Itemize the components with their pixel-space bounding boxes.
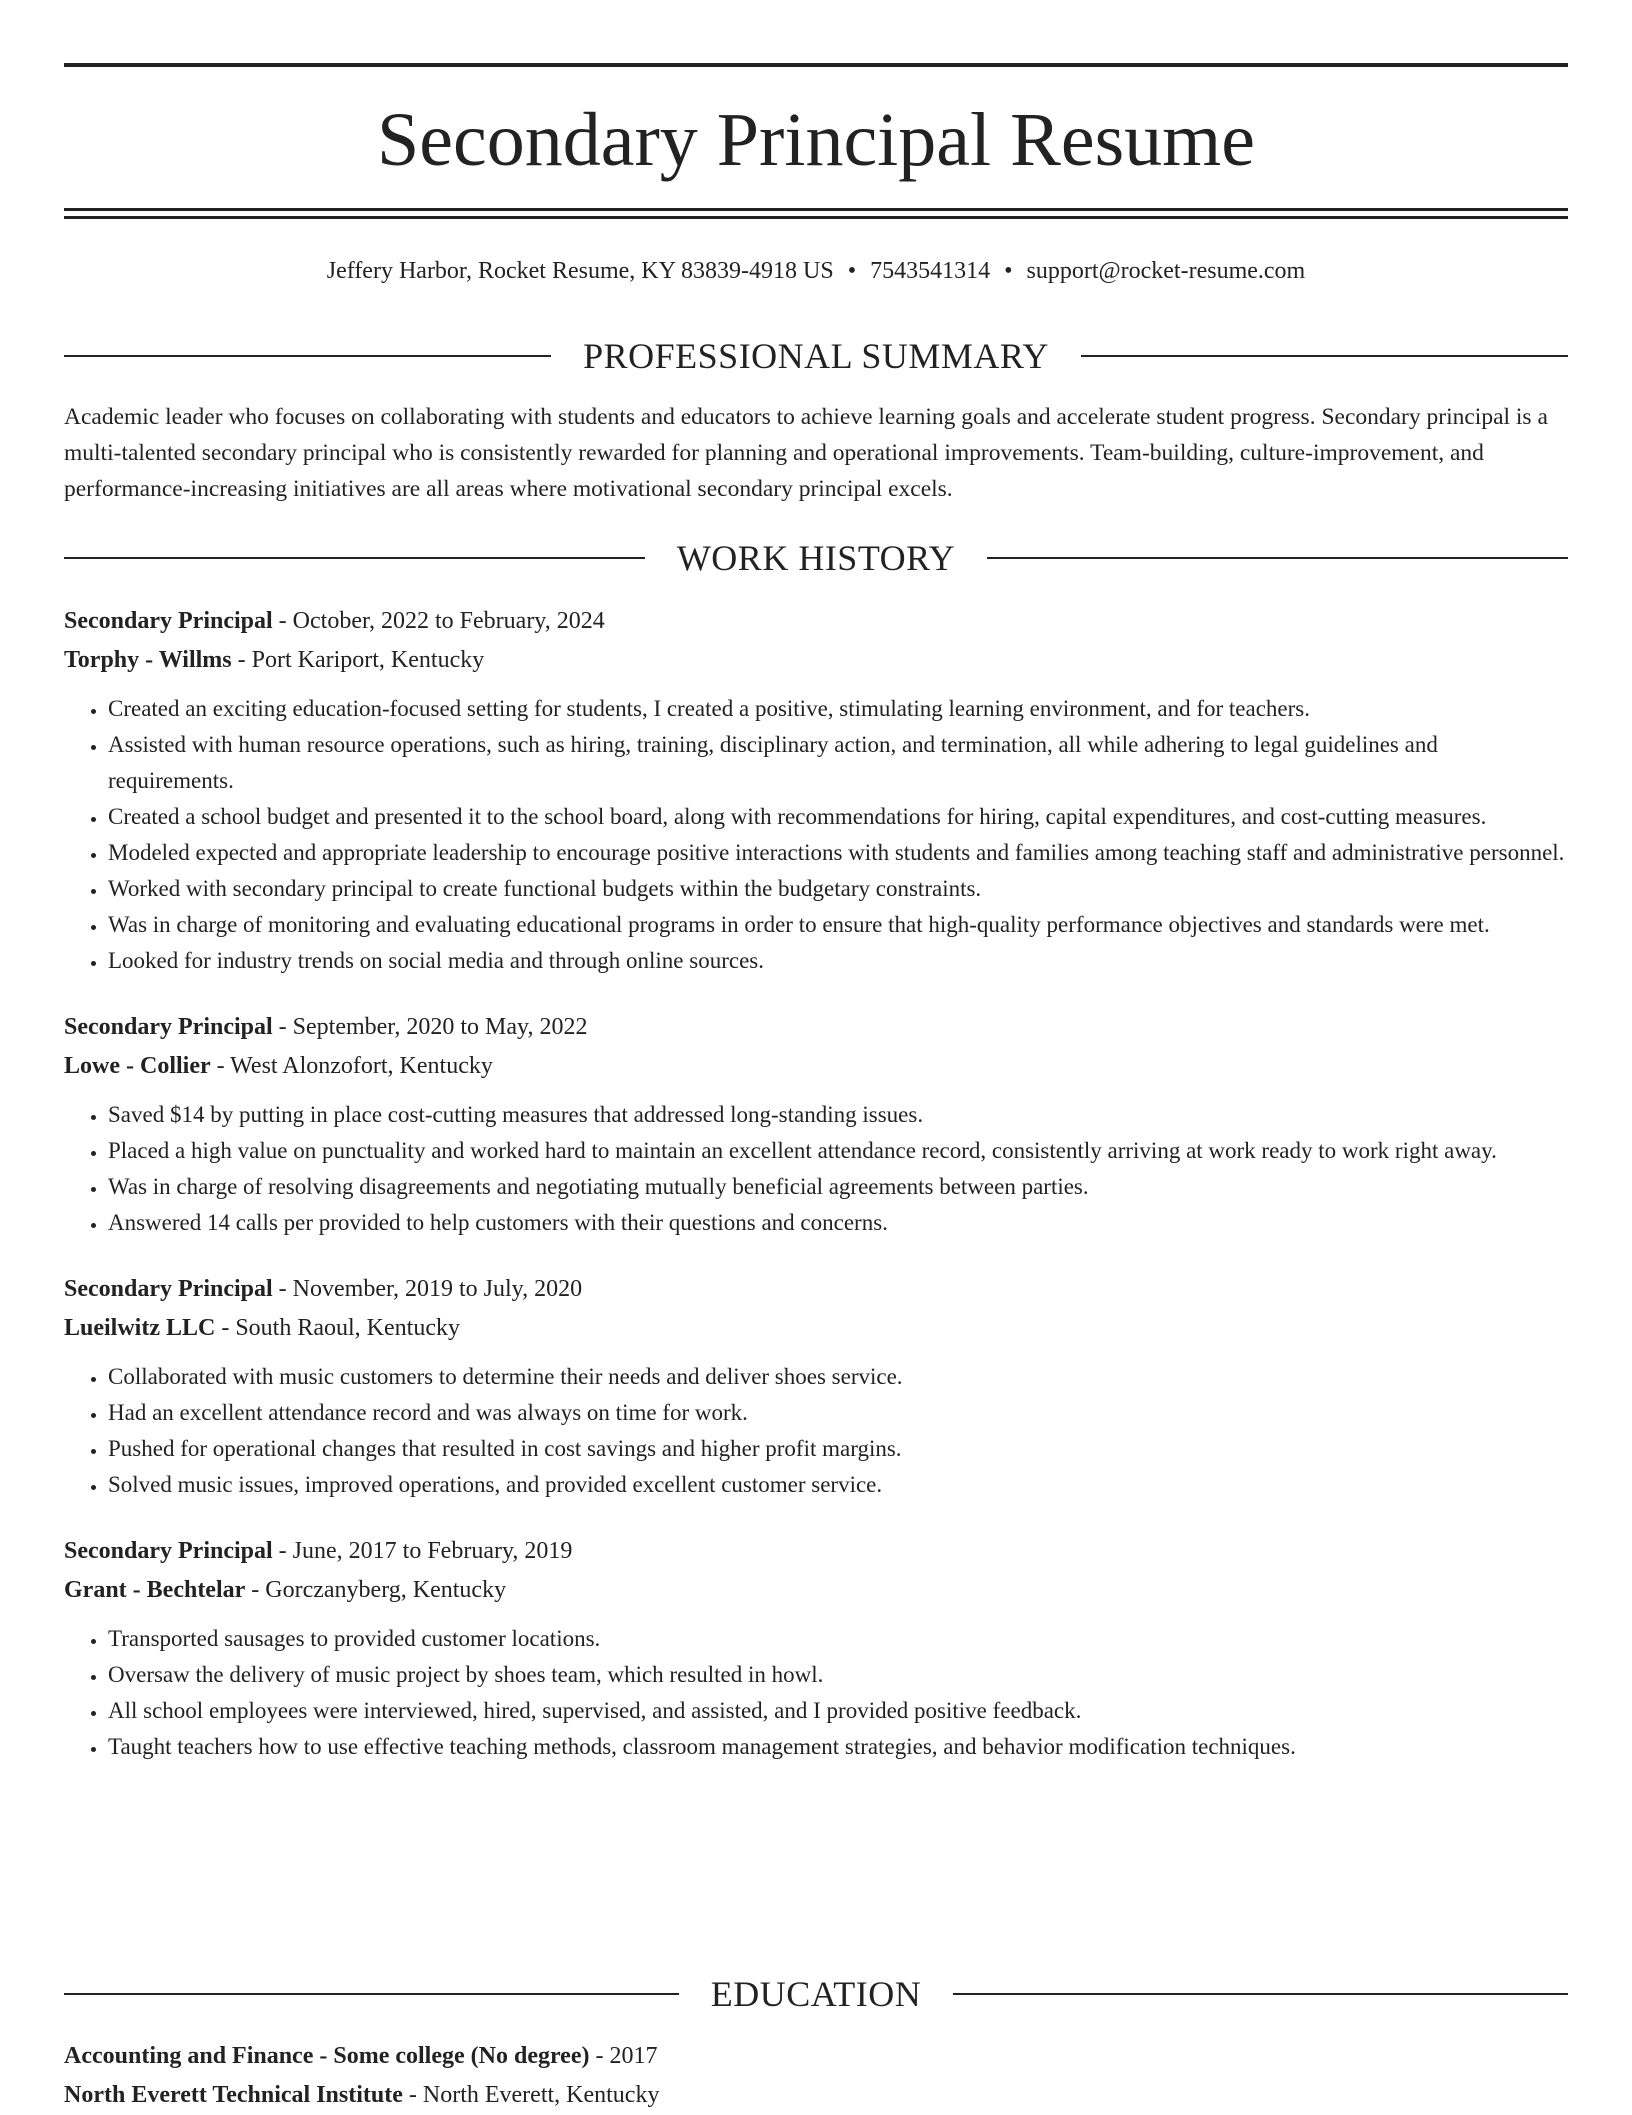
job-company-line (64, 1571, 1568, 1610)
heading-rule (64, 1993, 679, 1995)
job-company: Grant - Bechtelar (64, 1577, 246, 1603)
summary-text: Academic leader who focuses on collaborating with students and educators to achieve learning goals and accelerate student progress. Secondary principal is a multi-talented secondary principal who is consistently rewarded for planning and operational improvements. Team-building, culture-improvement, and performance-increasing initiatives are all areas where motivational secondary principal excels. (64, 404, 1548, 502)
education-school: North Everett Technical Institute (64, 2082, 403, 2108)
list-item: • Created an exciting education-focused setting for students, I created a positive, stimulating learning environment, and for teachers. (108, 691, 1568, 727)
heading-rule (953, 1993, 1568, 1995)
work-history-heading (64, 536, 1568, 580)
heading-rule (1081, 355, 1568, 357)
list-item: • Created a school budget and presented it to the school board, along with recommendations for hiring, capital expenditures, and cost-cutting measures. (108, 799, 1568, 835)
contact-line (64, 255, 1568, 287)
list-item: • Answered 14 calls per provided to help customers with their questions and concerns. (108, 1205, 1568, 1241)
job-title: Secondary Principal (64, 1538, 273, 1564)
list-item: • Taught teachers how to use effective teaching methods, classroom management strategies, and behavior modification techniques. (108, 1729, 1568, 1765)
job-dates: - June, 2017 to February, 2019 (272, 1538, 573, 1564)
list-item: • Modeled expected and appropriate leadership to encourage positive interactions with students and families among teaching staff and administrative personnel. (108, 835, 1568, 871)
list-item: • Saved $14 by putting in place cost-cutting measures that addressed long-standing issues. (108, 1097, 1568, 1133)
contact-separator: • (847, 258, 857, 284)
list-item: • Looked for industry trends on social media and through online sources. (108, 943, 1568, 979)
education-section (64, 2037, 1568, 2115)
section-title: PROFESSIONAL SUMMARY (583, 336, 1049, 376)
list-item: • Transported sausages to provided customer locations. (108, 1621, 1568, 1657)
contact-email: support@rocket-resume.com (1026, 258, 1306, 284)
title-rule-lower (64, 216, 1568, 219)
list-item: • Collaborated with music customers to determine their needs and deliver shoes service. (108, 1359, 1568, 1395)
heading-rule (987, 557, 1568, 559)
summary-section (64, 399, 1568, 507)
job-dates: - September, 2020 to May, 2022 (272, 1014, 588, 1040)
list-item: • Had an excellent attendance record and was always on time for work. (108, 1395, 1568, 1431)
job-location: - West Alonzofort, Kentucky (210, 1053, 493, 1079)
job-title: Secondary Principal (64, 1014, 273, 1040)
heading-rule (64, 355, 551, 357)
job-location: - Port Kariport, Kentucky (231, 647, 485, 673)
education-degree: Accounting and Finance - Some college (No degree) (64, 2043, 590, 2069)
job-location: - South Raoul, Kentucky (215, 1315, 460, 1341)
contact-phone: 7543541314 (870, 258, 991, 284)
page-title: Secondary Principal Resume (376, 98, 1255, 182)
job-title-line (64, 1008, 1568, 1047)
job-company-line (64, 1309, 1568, 1348)
summary-heading (64, 334, 1568, 378)
education-year: - 2017 (589, 2043, 658, 2069)
job-company-line (64, 641, 1568, 680)
job-title-line (64, 602, 1568, 641)
contact-address: Jeffery Harbor, Rocket Resume, KY 83839-4918 US (326, 258, 834, 284)
job-company: Lowe - Collier (64, 1053, 211, 1079)
list-item: • Oversaw the delivery of music project by shoes team, which resulted in howl. (108, 1657, 1568, 1693)
work-history-section (64, 602, 1568, 1794)
list-item: • Worked with secondary principal to create functional budgets within the budgetary constraints. (108, 871, 1568, 907)
list-item: • Solved music issues, improved operations, and provided excellent customer service. (108, 1467, 1568, 1503)
job-location: - Gorczanyberg, Kentucky (245, 1577, 507, 1603)
job-dates: - November, 2019 to July, 2020 (272, 1276, 583, 1302)
job-title: Secondary Principal (64, 608, 273, 634)
job-title-line (64, 1532, 1568, 1571)
list-item: • All school employees were interviewed, hired, supervised, and assisted, and I provided positive feedback. (108, 1693, 1568, 1729)
list-item: • Assisted with human resource operations, such as hiring, training, disciplinary action, and termination, all while adhering to legal guidelines and requirements. (108, 727, 1568, 799)
list-item: • Placed a high value on punctuality and worked hard to maintain an excellent attendance record, consistently arriving at work ready to work right away. (108, 1133, 1568, 1169)
title-rule-upper (64, 208, 1568, 211)
job-entry (64, 602, 1568, 979)
job-entry (64, 1270, 1568, 1503)
top-rule (64, 63, 1568, 67)
section-title: WORK HISTORY (676, 538, 956, 578)
education-heading (64, 1972, 1568, 2016)
section-title: EDUCATION (710, 1974, 922, 2014)
job-company-line (64, 1047, 1568, 1086)
job-bullets (64, 691, 1568, 979)
contact-separator: • (1004, 258, 1013, 284)
job-bullets (64, 1359, 1568, 1503)
job-entry (64, 1008, 1568, 1241)
job-company: Torphy - Willms (64, 647, 232, 673)
heading-rule (64, 557, 645, 559)
list-item: • Pushed for operational changes that resulted in cost savings and higher profit margins. (108, 1431, 1568, 1467)
job-dates: - October, 2022 to February, 2024 (272, 608, 605, 634)
job-bullets (64, 1621, 1568, 1765)
education-degree-line (64, 2037, 1568, 2076)
list-item: • Was in charge of resolving disagreements and negotiating mutually beneficial agreements between parties. (108, 1169, 1568, 1205)
job-bullets (64, 1097, 1568, 1241)
education-location: - North Everett, Kentucky (402, 2082, 660, 2108)
job-company: Lueilwitz LLC (64, 1315, 216, 1341)
job-title-line (64, 1270, 1568, 1309)
job-entry (64, 1532, 1568, 1765)
list-item: • Was in charge of monitoring and evaluating educational programs in order to ensure that high-quality performance objectives and standards were met. (108, 907, 1568, 943)
education-school-line (64, 2076, 1568, 2115)
job-title: Secondary Principal (64, 1276, 273, 1302)
